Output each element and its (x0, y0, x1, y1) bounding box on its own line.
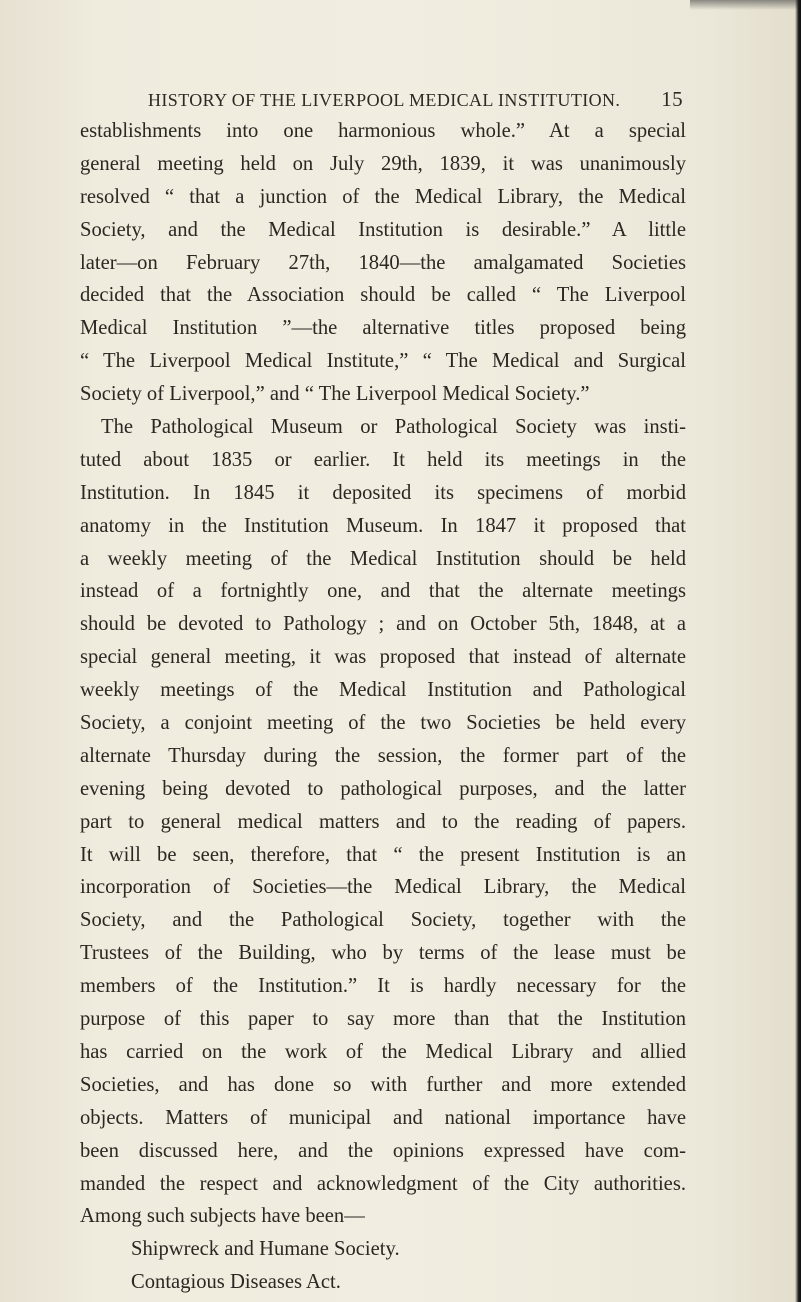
text-line: later—on February 27th, 1840—the amalgamated Societies (80, 251, 686, 274)
page-edge-shadow-top (690, 0, 801, 10)
running-head: HISTORY OF THE LIVERPOOL MEDICAL INSTITUTION. (148, 90, 621, 110)
text-line: a weekly meeting of the Medical Institution should be held (80, 547, 686, 570)
body-text (80, 115, 686, 1299)
text-line: Trustees of the Building, who by terms of the lease must be (80, 942, 686, 965)
page-header (148, 86, 683, 112)
text-line: weekly meetings of the Medical Institution and Pathological (80, 679, 686, 702)
text-line: members of the Institution.” It is hardly necessary for the (80, 975, 686, 998)
text-line: It will be seen, therefore, that “ the present Institution is an (80, 843, 686, 866)
text-line: purpose of this paper to say more than that the Institution (80, 1008, 686, 1031)
text-line: “ The Liverpool Medical Institute,” “ The Medical and Surgical (80, 350, 686, 373)
text-line: been discussed here, and the opinions expressed have com- (80, 1139, 686, 1162)
list-item: Contagious Diseases Act. (131, 1271, 341, 1294)
text-line: objects. Matters of municipal and national importance have (80, 1106, 686, 1129)
list-item: Shipwreck and Humane Society. (131, 1238, 400, 1261)
text-line: Society, a conjoint meeting of the two Societies be held every (80, 712, 686, 735)
text-line: Institution. In 1845 it deposited its specimens of morbid (80, 481, 686, 504)
text-line: Society of Liverpool,” and “ The Liverpool Medical Society.” (80, 383, 590, 406)
text-line: has carried on the work of the Medical Library and allied (80, 1040, 686, 1063)
text-line: Societies, and has done so with further and more extended (80, 1073, 686, 1096)
text-line: Society, and the Pathological Society, together with the (80, 909, 686, 932)
text-line: should be devoted to Pathology ; and on October 5th, 1848, at a (80, 613, 686, 636)
text-line: part to general medical matters and to the reading of papers. (80, 810, 686, 833)
text-line: anatomy in the Institution Museum. In 1847 it proposed that (80, 514, 686, 537)
text-line: Society, and the Medical Institution is desirable.” A little (80, 218, 686, 241)
text-line: establishments into one harmonious whole.” At a special (80, 120, 686, 142)
text-line: tuted about 1835 or earlier. It held its meetings in the (80, 448, 686, 471)
text-line: alternate Thursday during the session, the former part of the (80, 744, 686, 767)
text-line: Medical Institution ”—the alternative titles proposed being (80, 317, 686, 340)
text-line: resolved “ that a junction of the Medical Library, the Medical (80, 185, 686, 208)
page-number: 15 (661, 87, 683, 111)
text-line: manded the respect and acknowledgment of the City authorities. (80, 1172, 686, 1195)
paragraph-start-line: The Pathological Museum or Pathological Society was insti- (101, 416, 686, 439)
text-line: incorporation of Societies—the Medical Library, the Medical (80, 876, 686, 899)
text-line: evening being devoted to pathological purposes, and the latter (80, 777, 686, 800)
text-line: special general meeting, it was proposed that instead of alternate (80, 646, 686, 669)
text-line: decided that the Association should be called “ The Liverpool (80, 284, 686, 307)
page-edge-shadow-right (795, 0, 801, 1302)
text-line: instead of a fortnightly one, and that the alternate meetings (80, 580, 686, 603)
text-line: Among such subjects have been— (80, 1205, 365, 1228)
text-line: general meeting held on July 29th, 1839, it was unanimously (80, 152, 686, 175)
